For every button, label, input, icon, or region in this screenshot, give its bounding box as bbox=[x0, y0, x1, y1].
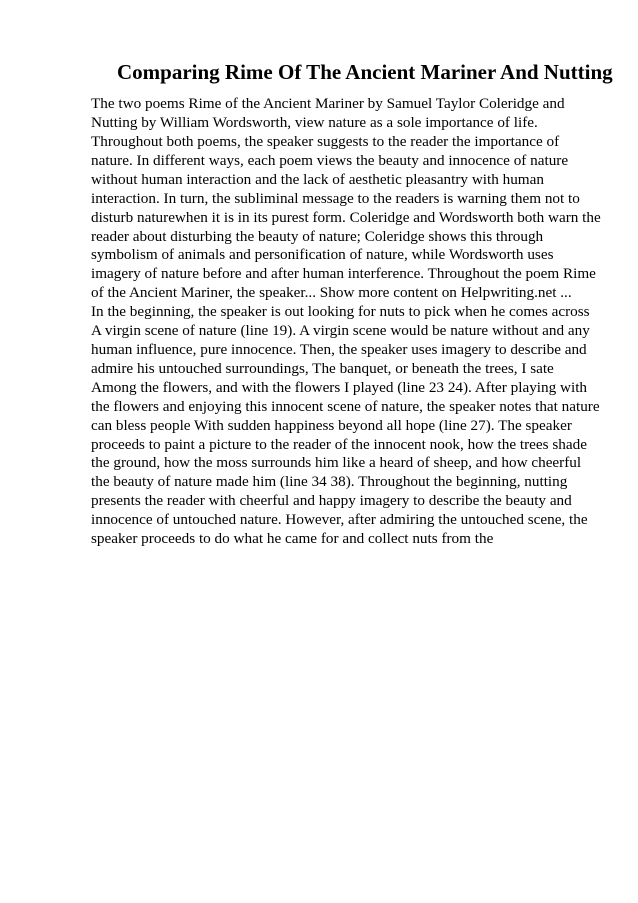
document-title: Comparing Rime Of The Ancient Mariner And Nutting bbox=[117, 60, 613, 84]
body-paragraph-1: The two poems Rime of the Ancient Mariner by Samuel Taylor Coleridge and Nutting by William Wordsworth, view nature as a sole importance of life. Throughout both poems, the speaker suggests to the reader the importance of nature. In different ways, each poem views the beauty and innocence of nature without human interaction and the lack of aesthetic pleasantry with human interaction. In turn, the subliminal message to the readers is warning them not to disturb naturewhen it is in its purest form. Coleridge and Wordsworth both warn the reader about disturbing the beauty of nature; Coleridge shows this through symbolism of animals and personification of nature, while Wordsworth uses imagery of nature before and after human interference. Throughout the poem Rime of the Ancient Mariner, the speaker... Show more content on Helpwriting.net ... bbox=[91, 95, 601, 302]
body-paragraph-2: In the beginning, the speaker is out looking for nuts to pick when he comes across A virgin scene of nature (line 19). A virgin scene would be nature without and any human influence, pure innocence. Then, the speaker uses imagery to describe and admire his untouched surroundings, The banquet, or beneath the trees, I sate Among the flowers, and with the flowers I played (line 23 24). After playing with the flowers and enjoying this innocent scene of nature, the speaker notes that nature can bless people With sudden happiness beyond all hope (line 27). The speaker proceeds to paint a picture to the reader of the innocent nook, how the trees shade the ground, how the moss surrounds him like a heard of sheep, and how cheerful the beauty of nature made him (line 34 38). Throughout the beginning, nutting presents the reader with cheerful and happy imagery to describe the beauty and innocence of untouched nature. However, after admiring the untouched scene, the speaker proceeds to do what he came for and collect nuts from the bbox=[91, 303, 600, 548]
